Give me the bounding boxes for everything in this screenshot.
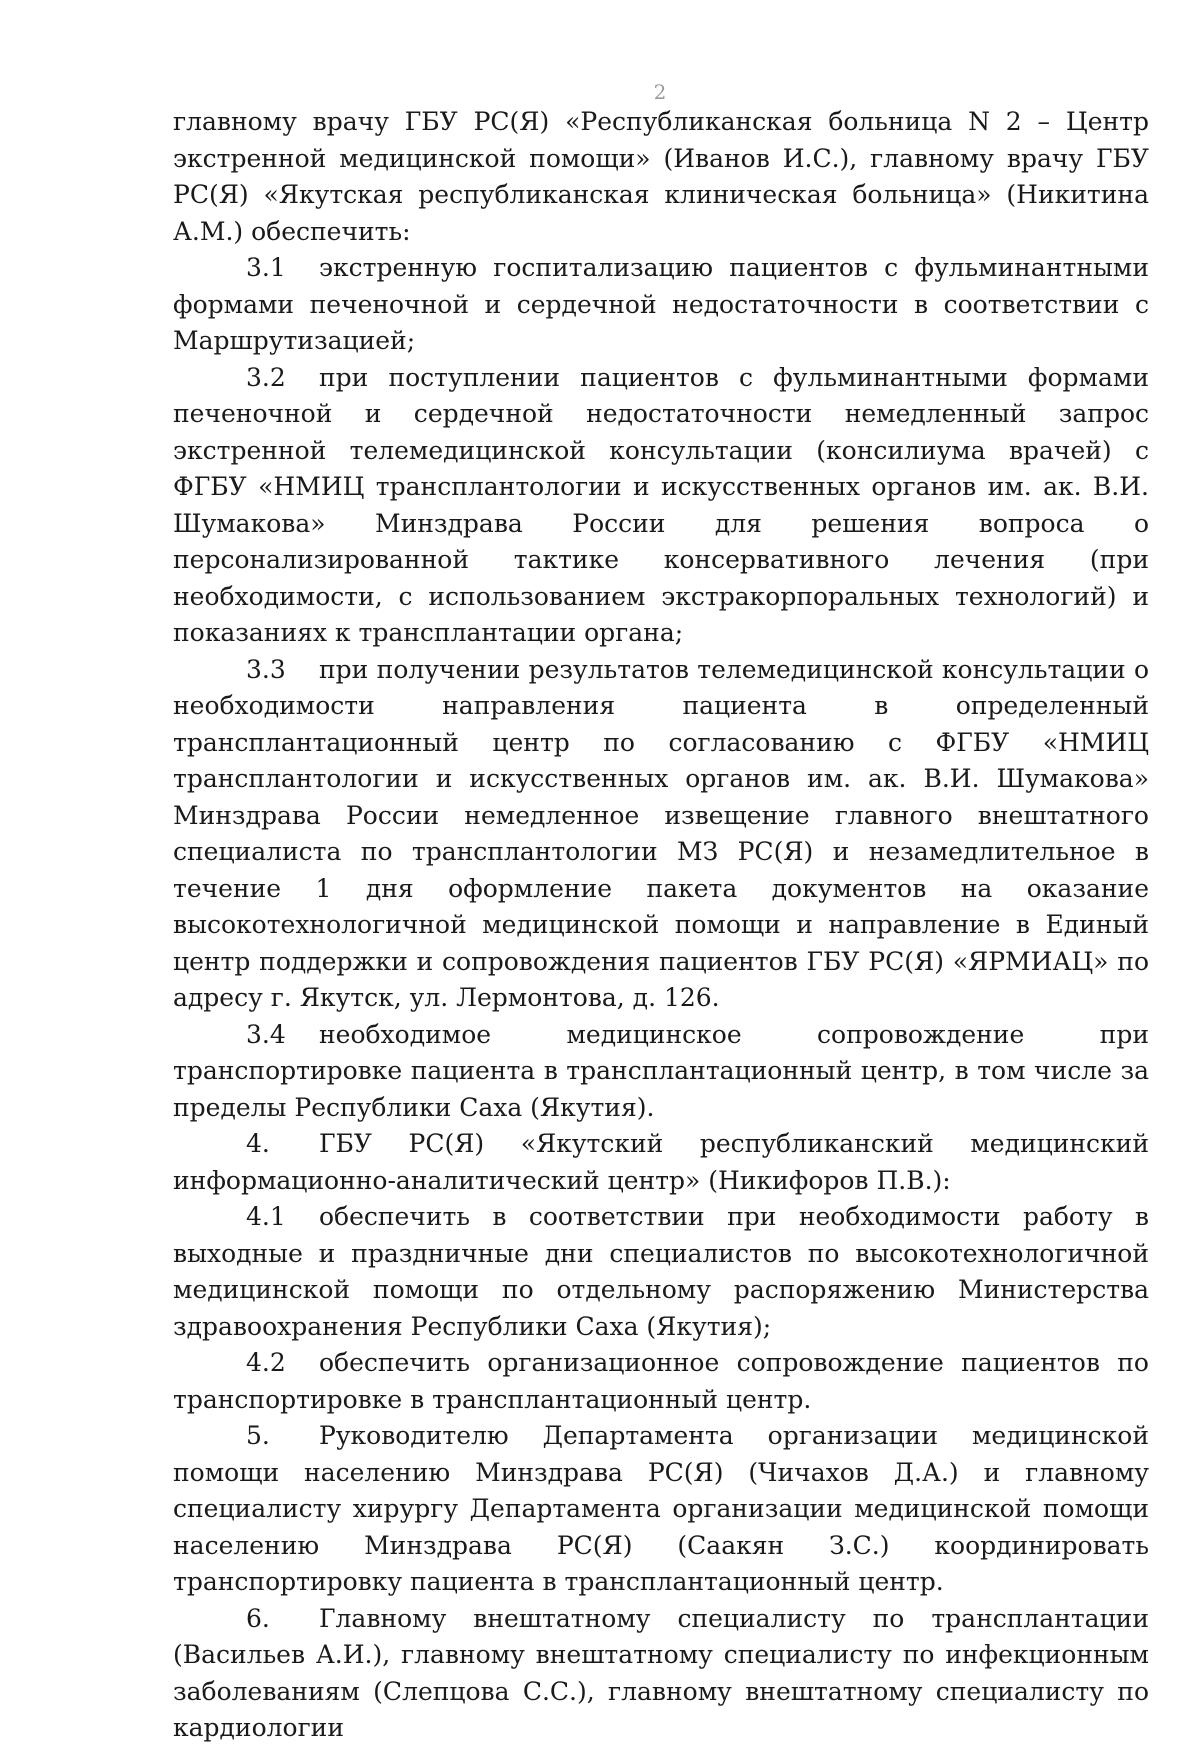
paragraph-6 (173, 1601, 1149, 1747)
paragraph-3-3 (173, 652, 1149, 1017)
page-number: 2 (653, 80, 667, 104)
paragraph-number: 6. (246, 1603, 270, 1633)
paragraph-text: Руководителю Департамента организации медицинской помощи населению Минздрава РС(Я) (Чичахов Д.А.) и главному специалисту хирургу Департамента организации медицинской помощи населению Минздрава РС(Я) (Саакян З.С.) координировать транспортировку пациента в трансплантационный центр. (173, 1421, 1149, 1596)
paragraph-text: необходимое медицинское сопровождение при транспортировке пациента в трансплантационный центр, в том числе за пределы Республики Саха (Якутия). (173, 1019, 1149, 1122)
paragraph-continuation (173, 104, 1149, 250)
paragraph-text: Главному внештатному специалисту по трансплантации (Васильев А.И.), главному внештатному специалисту по инфекционным заболеваниям (Слепцова С.С.), главному внештатному специалисту по кардиологии (173, 1603, 1149, 1742)
document-body (173, 104, 1149, 1747)
paragraph-text: при получении результатов телемедицинской консультации о необходимости направления пациента в определенный трансплантационный центр по согласованию с ФГБУ «НМИЦ трансплантологии и искусственных органов им. ак. В.И. Шумакова» Минздрава России немедленное извещение главного внештатного специалиста по трансплантологии МЗ РС(Я) и незамедлительное в течение 1 дня оформление пакета документов на оказание высокотехнологичной медицинской помощи и направление в Единый центр поддержки и сопровождения пациентов ГБУ РС(Я) «ЯРМИАЦ» по адресу г. Якутск, ул. Лермонтова, д. 126. (173, 654, 1149, 1012)
paragraph-text: экстренную госпитализацию пациентов с фульминантными формами печеночной и сердечной недостаточности в соответствии с Маршрутизацией; (173, 253, 1149, 355)
paragraph-3-2 (173, 360, 1149, 652)
paragraph-number: 3.4 (246, 1019, 286, 1049)
paragraph-4-1 (173, 1199, 1149, 1345)
paragraph-text: обеспечить в соответствии при необходимости работу в выходные и праздничные дни специалистов по высокотехнологичной медицинской помощи по отдельному распоряжению Министерства здравоохранения Республики Саха (Якутия); (173, 1202, 1149, 1341)
paragraph-3-1 (173, 250, 1149, 360)
paragraph-4-2 (173, 1345, 1149, 1418)
paragraph-text: при поступлении пациентов с фульминантными формами печеночной и сердечной недостаточности немедленный запрос экстренной телемедицинской консультации (консилиума врачей) с ФГБУ «НМИЦ трансплантологии и искусственных органов им. ак. В.И. Шумакова» Минздрава России для решения вопроса о персонализированной тактике консервативного лечения (при необходимости, с использованием экстракорпоральных технологий) и показаниях к трансплантации органа; (173, 362, 1149, 647)
paragraph-number: 4. (246, 1129, 270, 1158)
paragraph-number: 3.3 (246, 654, 286, 684)
paragraph-text: главному врачу ГБУ РС(Я) «Республиканская больница N 2 – Центр экстренной медицинской помощи» (Иванов И.С.), главному врачу ГБУ РС(Я) «Якутская республиканская клиническая больница» (Никитина А.М.) обеспечить: (173, 107, 1149, 246)
paragraph-number: 4.1 (246, 1202, 286, 1231)
paragraph-number: 5. (246, 1421, 270, 1450)
paragraph-number: 3.2 (246, 362, 286, 392)
paragraph-5 (173, 1418, 1149, 1601)
paragraph-4 (173, 1126, 1149, 1199)
paragraph-number: 4.2 (246, 1348, 286, 1377)
paragraph-number: 3.1 (246, 253, 286, 282)
paragraph-3-4 (173, 1017, 1149, 1127)
paragraph-text: ГБУ РС(Я) «Якутский республиканский медицинский информационно-аналитический центр» (Никифоров П.В.): (173, 1129, 1149, 1195)
paragraph-text: обеспечить организационное сопровождение пациентов по транспортировке в трансплантационный центр. (173, 1348, 1149, 1414)
